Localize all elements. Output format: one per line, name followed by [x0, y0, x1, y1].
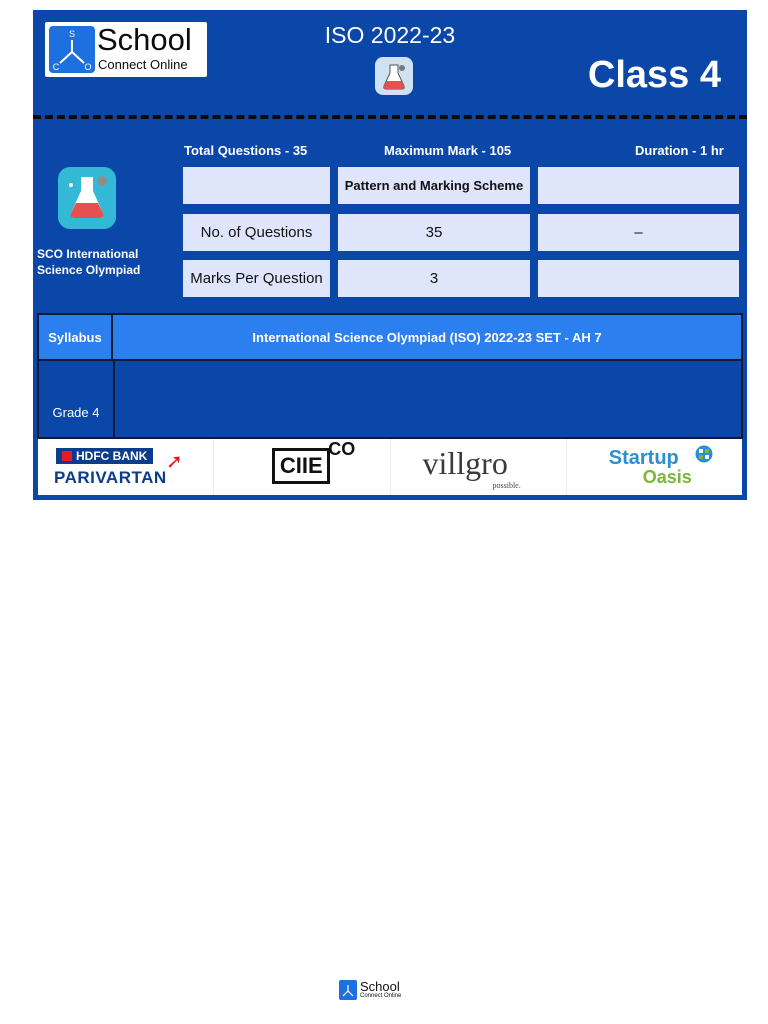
no-of-questions-extra: –	[538, 214, 739, 251]
duration-label: Duration - 1 hr	[635, 143, 724, 158]
swoosh-icon: ➚	[166, 451, 183, 473]
logo-school-text: School	[97, 22, 192, 57]
sponsor-hdfc-parivartan	[38, 439, 214, 495]
hdfc-bank-text: HDFC BANK	[76, 449, 148, 463]
class-title: Class 4	[587, 54, 721, 96]
syllabus-label: Syllabus	[39, 315, 113, 359]
science-flask-icon	[375, 57, 413, 95]
footer-sco-icon	[339, 980, 357, 1000]
footer-school-text: School	[360, 979, 400, 994]
section-divider	[33, 115, 747, 119]
sponsor-villgro	[391, 439, 567, 495]
sponsors-strip	[38, 439, 742, 495]
logo-letter-o: O	[84, 62, 92, 72]
marks-per-question-extra	[538, 260, 739, 297]
sponsor-startup-oasis	[567, 439, 742, 495]
olympiad-name-line2: Science Olympiad	[37, 263, 141, 277]
no-of-questions-label: No. of Questions	[183, 214, 330, 251]
olympiad-name	[37, 246, 177, 278]
total-questions-label: Total Questions - 35	[184, 143, 308, 158]
logo-letter-s: S	[68, 29, 76, 39]
parivartan-text: PARIVARTAN	[54, 468, 167, 487]
logo-connect-text: Connect Online	[98, 57, 188, 72]
startup-oasis-icon	[695, 445, 713, 463]
scheme-header-cell: Pattern and Marking Scheme	[338, 167, 530, 204]
oasis-text: Oasis	[642, 467, 692, 487]
hdfc-square-icon	[62, 451, 72, 461]
page-title: ISO 2022-23	[324, 22, 456, 48]
logo-letter-c: C	[52, 62, 60, 72]
syllabus-column-divider	[113, 359, 115, 437]
marks-per-question-label: Marks Per Question	[183, 260, 330, 297]
no-of-questions-value: 35	[338, 214, 530, 251]
hdfc-bank-badge	[56, 448, 153, 464]
syllabus-divider	[39, 359, 741, 361]
worksheet	[33, 10, 747, 500]
ciie-co-text: CO	[328, 439, 356, 459]
syllabus-title: International Science Olympiad (ISO) 2022-23 SET - AH 7	[113, 315, 741, 359]
ciie-logo: CIIE	[272, 448, 330, 484]
villgro-logo: villgro	[422, 445, 508, 481]
footer-connect-text: Connect Online	[360, 993, 402, 999]
marks-per-question-value: 3	[338, 260, 530, 297]
scheme-corner-cell	[183, 167, 330, 204]
syllabus-table	[37, 313, 743, 439]
footer-logo	[339, 980, 403, 1002]
maximum-mark-label: Maximum Mark - 105	[384, 143, 512, 158]
olympiad-flask-icon	[58, 167, 116, 229]
startup-text: Startup	[608, 447, 679, 469]
villgro-tagline: possible.	[492, 481, 521, 490]
olympiad-name-line1: SCO International	[37, 247, 139, 261]
scheme-header-extra-cell	[538, 167, 739, 204]
sponsor-ciie	[214, 439, 390, 495]
grade-label: Grade 4	[52, 405, 100, 420]
